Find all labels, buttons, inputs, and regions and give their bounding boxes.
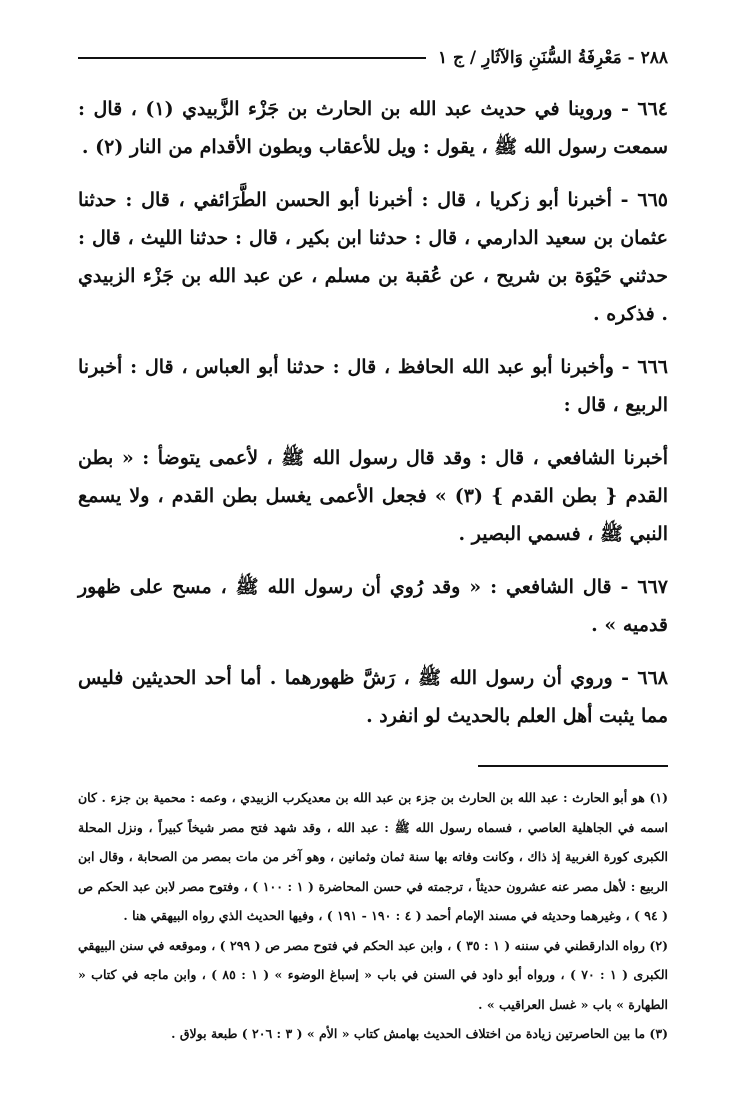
hadith-666: ٦٦٦ - وأخبرنا أبو عبد الله الحافظ ، قال : حدثنا أبو العباس ، قال : أخبرنا الربيع ، قال : [78, 356, 668, 416]
hadith-667: ٦٦٧ - قال الشافعي : « وقد رُوي أن رسول الله ﷺ ، مسح على ظهور قدميه » . [78, 576, 668, 636]
header-rule [78, 57, 426, 59]
main-text [78, 90, 668, 735]
footnotes [78, 783, 668, 1049]
hadith-668: ٦٦٨ - وروي أن رسول الله ﷺ ، رَشَّ ظهورهما . أما أحد الحديثين فليس مما يثبت أهل العلم بالحديث لو انفرد . [78, 667, 668, 727]
book-page [78, 40, 668, 1049]
footnote-1: (١) هو أبو الحارث : عبد الله بن الحارث بن جزء بن عبد الله بن معديكرب الزبيدي ، وعمه : محمية بن جزء . كان اسمه في الجاهلية العاصي ، فسماه رسول الله ﷺ : عبد الله ، وقد شهد فتح مصر شيخاً كبيراً ، ونزل المحلة الكبرى كورة الغربية إذ ذاك ، وكانت وفاته بها سنة ثمان وثمانين ، وهو آخر من مات بمصر من الصحابة ، وقال ابن الربيع : لأهل مصر عنه عشرون حديثاً ، ترجمته في حسن المحاضرة ( ١ : ١٠٠ ) ، وفتوح مصر لابن عبد الحكم ص ( ٩٤ ) ، وغيرهما وحديثه في مسند الإمام أحمد ( ٤ : ١٩٠ - ١٩١ ) ، وفيها الحديث الذي رواه البيهقي هنا . [78, 790, 668, 923]
hadith-664: ٦٦٤ - وروينا في حديث عبد الله بن الحارث بن جَزْء الزَّبيدي (١) ، قال : سمعت رسول الله ﷺ ، يقول : ويل للأعقاب وبطون الأقدام من النار (٢) . [78, 98, 669, 158]
footnote-2: (٢) رواه الدارقطني في سننه ( ١ : ٣٥ ) ، وابن عبد الحكم في فتوح مصر ص ( ٢٩٩ ) ، وموقعه في سنن البيهقي الكبرى ( ١ : ٧٠ ) ، ورواه أبو داود في السنن في باب « إسباغ الوضوء » ( ١ : ٨٥ ) ، وابن ماجه في كتاب « الطهارة » باب « غسل العراقيب » . [78, 937, 669, 1012]
footnote-separator [478, 765, 668, 767]
hadith-665: ٦٦٥ - أخبرنا أبو زكريا ، قال : أخبرنا أبو الحسن الطَّرَائفي ، قال : حدثنا عثمان بن سعيد الدارمي ، قال : حدثنا ابن بكير ، قال : حدثنا الليث ، قال : حدثني حَيْوَة بن شريح ، عن عُقبة بن مسلم ، عن عبد الله بن جَزْء الزبيدي . فذكره . [78, 189, 668, 325]
hadith-666-text: أخبرنا الشافعي ، قال : وقد قال رسول الله ﷺ ، لأعمى يتوضأ : « بطن القدم { بطن القدم } (٣) » فجعل الأعمى يغسل بطن القدم ، ولا يسمع النبي ﷺ ، فسمي البصير . [78, 447, 668, 545]
running-header: ٢٨٨ - مَعْرِفَةُ السُّنَنِ وَالآثَارِ / ج ١ [437, 48, 668, 68]
footnote-3: (٣) ما بين الحاصرتين زيادة من اختلاف الحديث بهامش كتاب « الأم » ( ٣ : ٢٠٦ ) طبعة بولاق . [171, 1026, 668, 1041]
page-header [78, 40, 668, 76]
